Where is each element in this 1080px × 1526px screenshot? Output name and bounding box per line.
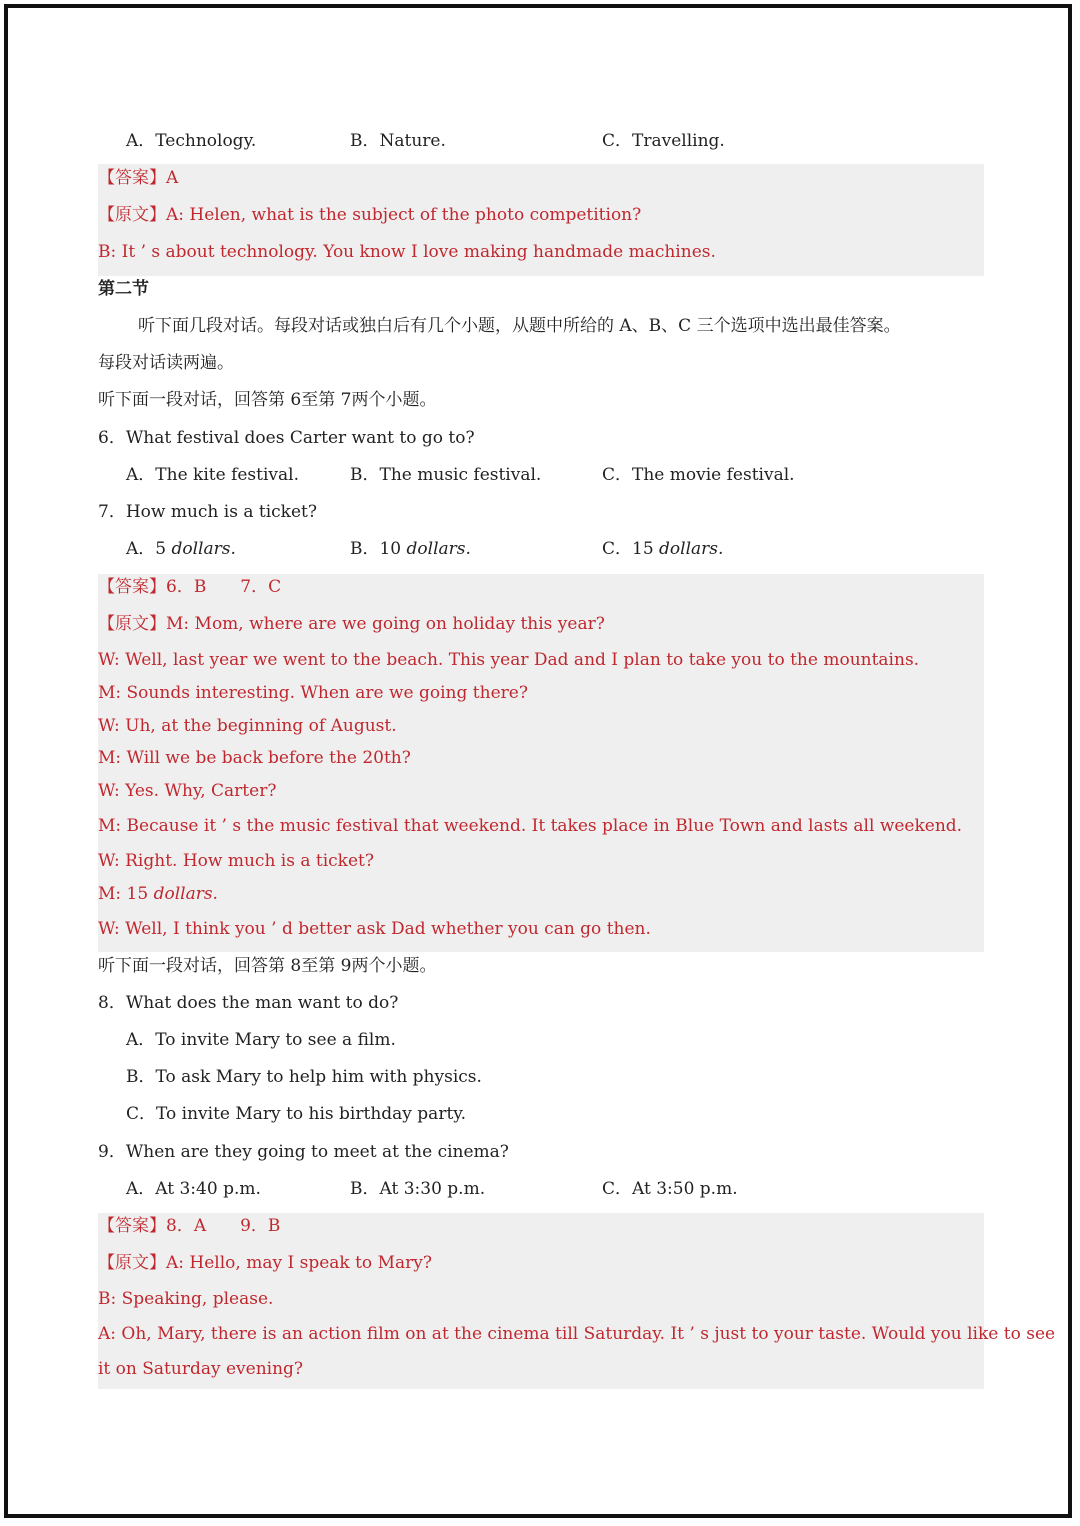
q7-option-a <box>126 537 236 561</box>
q9-option-a: A．At 3:40 p.m. <box>126 1179 261 1199</box>
q8-option-a: A．To invite Mary to see a film. <box>126 1030 396 1050</box>
question-6-stem: 6．What festival does Carter want to go to? <box>98 428 475 448</box>
q7-option-c <box>602 537 723 561</box>
q9-option-b: B．At 3:30 p.m. <box>350 1179 486 1199</box>
q8-9-transcript-line: it on Saturday evening? <box>98 1359 304 1379</box>
transcript-prefix: M: 15 <box>98 884 154 904</box>
question-9-stem: 9．When are they going to meet at the cinema? <box>98 1142 509 1162</box>
q9-option-c: C．At 3:50 p.m. <box>602 1179 738 1199</box>
q6-7-transcript-line: M: Because it ’ s the music festival that weekend. It takes place in Blue Town and lasts all weekend. <box>98 816 963 836</box>
q6-option-b: B．The music festival. <box>350 465 542 485</box>
question-7-stem: 7．How much is a ticket? <box>98 502 317 522</box>
section-title: 第二节 <box>98 279 149 299</box>
q7-option-b <box>350 537 471 561</box>
dialog-intro: 听下面一段对话，回答第 8至第 9两个小题。 <box>98 956 437 976</box>
q8-option-b: B．To ask Mary to help him with physics. <box>126 1067 482 1087</box>
q5-transcript-line: B: It ’ s about technology. You know I love making handmade machines. <box>98 242 716 262</box>
transcript-unit: dollars. <box>153 884 218 904</box>
section-instruction: 每段对话读两遍。 <box>98 353 234 373</box>
q5-option-c: C．Travelling. <box>602 131 725 151</box>
q6-7-transcript-line: W: Uh, at the beginning of August. <box>98 716 397 736</box>
q5-transcript-line: 【原文】A: Helen, what is the subject of the photo competition? <box>98 205 642 225</box>
q6-7-answer: 【答案】6．B 7．C <box>98 577 282 597</box>
q8-9-transcript-line: A: Oh, Mary, there is an action film on at the cinema till Saturday. It ’ s just to your taste. Would you like to see <box>98 1324 1056 1344</box>
question-8-stem: 8．What does the man want to do? <box>98 993 399 1013</box>
q6-7-transcript-line <box>98 882 218 906</box>
option-label: B．10 <box>350 539 407 559</box>
q6-7-transcript-line: W: Well, I think you ’ d better ask Dad whether you can go then. <box>98 919 651 939</box>
q6-option-a: A．The kite festival. <box>126 465 299 485</box>
q8-9-transcript-line: 【原文】A: Hello, may I speak to Mary? <box>98 1253 432 1273</box>
q5-option-a: A．Technology. <box>126 131 257 151</box>
option-unit: dollars. <box>406 539 471 559</box>
q6-7-transcript-line: 【原文】M: Mom, where are we going on holiday this year? <box>98 614 605 634</box>
q8-9-transcript-line: B: Speaking, please. <box>98 1289 274 1309</box>
option-unit: dollars. <box>171 539 236 559</box>
q6-7-transcript-line: M: Will we be back before the 20th? <box>98 748 411 768</box>
q5-answer: 【答案】A <box>98 168 179 188</box>
q8-9-answer: 【答案】8．A 9．B <box>98 1216 281 1236</box>
section-instruction: 听下面几段对话。每段对话或独白后有几个小题，从题中所给的 A、B、C 三个选项中选出最佳答案。 <box>138 316 901 336</box>
option-label: A．5 <box>126 539 172 559</box>
q6-7-transcript-line: M: Sounds interesting. When are we going there? <box>98 683 528 703</box>
option-unit: dollars. <box>659 539 724 559</box>
dialog-intro: 听下面一段对话，回答第 6至第 7两个小题。 <box>98 390 437 410</box>
q5-option-b: B．Nature. <box>350 131 446 151</box>
q6-7-transcript-line: W: Yes. Why, Carter? <box>98 781 277 801</box>
q8-option-c: C．To invite Mary to his birthday party. <box>126 1104 467 1124</box>
option-label: C．15 <box>602 539 660 559</box>
q6-option-c: C．The movie festival. <box>602 465 795 485</box>
q6-7-transcript-line: W: Right. How much is a ticket? <box>98 851 374 871</box>
q6-7-transcript-line: W: Well, last year we went to the beach. This year Dad and I plan to take you to the mountains. <box>98 650 920 670</box>
